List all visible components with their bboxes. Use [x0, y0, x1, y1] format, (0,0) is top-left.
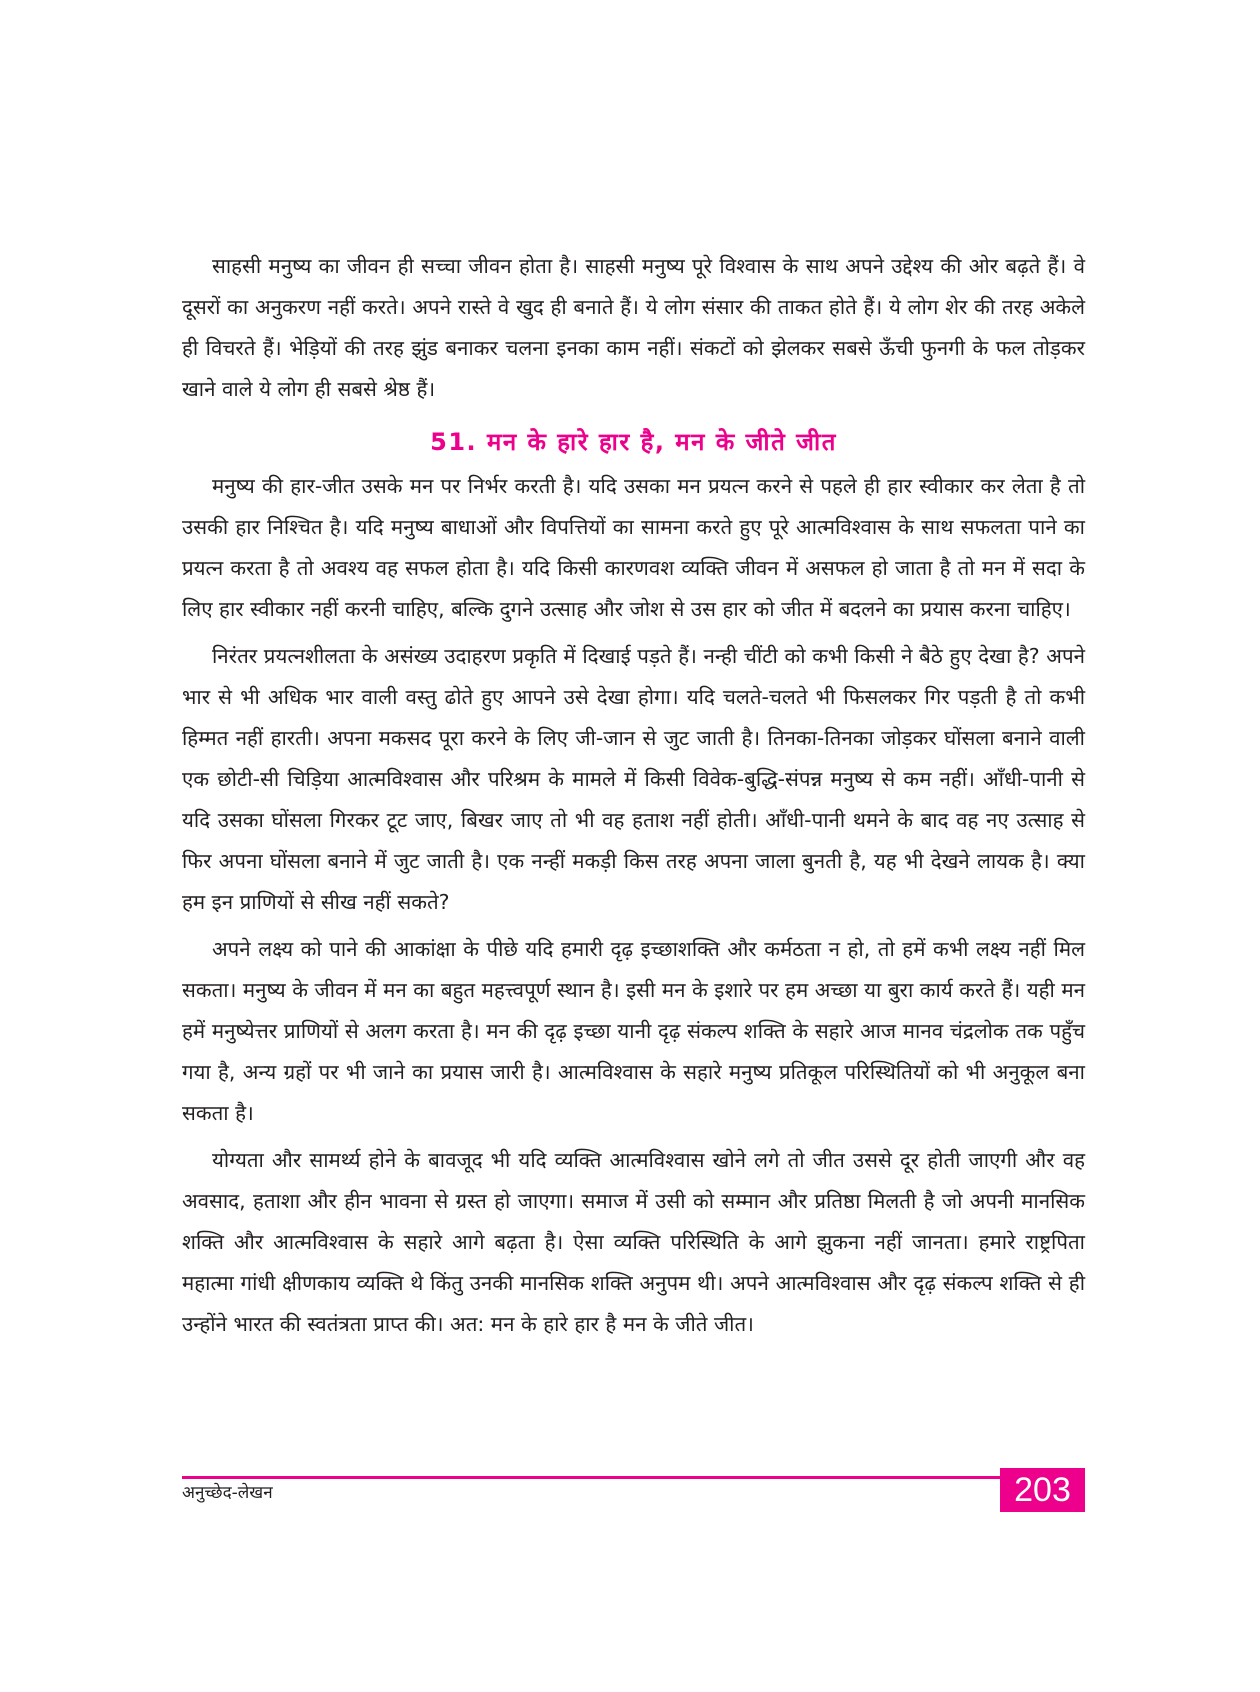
page-content [182, 246, 1085, 1351]
page-number-badge: 203 [1000, 1468, 1085, 1512]
footer-divider [182, 1476, 1085, 1479]
intro-paragraph: साहसी मनुष्य का जीवन ही सच्चा जीवन होता है। साहसी मनुष्य पूरे विश्वास के साथ अपने उद्देश्य की ओर बढ़ते हैं। वे दूसरों का अनुकरण नहीं करते। अपने रास्ते वे खुद ही बनाते हैं। ये लोग संसार की ताकत होते हैं। ये लोग शेर की तरह अकेले ही विचरते हैं। भेड़ियों की तरह झुंड बनाकर चलना इनका काम नहीं। संकटों को झेलकर सबसे ऊँची फुनगी के फल तोड़कर खाने वाले ये लोग ही सबसे श्रेष्ठ हैं। [182, 254, 1085, 401]
section-paragraph-4: योग्यता और सामर्थ्य होने के बावजूद भी यदि व्यक्ति आत्मविश्वास खोने लगे तो जीत उससे दूर होती जाएगी और वह अवसाद, हताशा और हीन भावना से ग्रस्त हो जाएगा। समाज में उसी को सम्मान और प्रतिष्ठा मिलती है जो अपनी मानसिक शक्ति और आत्मविश्वास के सहारे आगे बढ़ता है। ऐसा व्यक्ति परिस्थिति के आगे झुकना नहीं जानता। हमारे राष्ट्रपिता महात्मा गांधी क्षीणकाय व्यक्ति थे किंतु उनकी मानसिक शक्ति अनुपम थी। अपने आत्मविश्वास और दृढ़ संकल्प शक्ति से ही उन्होंने भारत की स्वतंत्रता प्राप्त की। अत: मन के हारे हार है मन के जीते जीत। [182, 1148, 1085, 1336]
section-paragraph-3: अपने लक्ष्य को पाने की आकांक्षा के पीछे यदि हमारी दृढ़ इच्छाशक्ति और कर्मठता न हो, तो हमें कभी लक्ष्य नहीं मिल सकता। मनुष्य के जीवन में मन का बहुत महत्त्वपूर्ण स्थान है। इसी मन के इशारे पर हम अच्छा या बुरा कार्य करते हैं। यही मन हमें मनुष्येत्तर प्राणियों से अलग करता है। मन की दृढ़ इच्छा यानी दृढ़ संकल्प शक्ति के सहारे आज मानव चंद्रलोक तक पहुँच गया है, अन्य ग्रहों पर भी जाने का प्रयास जारी है। आत्मविश्वास के सहारे मनुष्य प्रतिकूल परिस्थितियों को भी अनुकूल बना सकता है। [182, 937, 1085, 1125]
section-paragraph-2: निरंतर प्रयत्नशीलता के असंख्य उदाहरण प्रकृति में दिखाई पड़ते हैं। नन्ही चींटी को कभी किसी ने बैठे हुए देखा है? अपने भार से भी अधिक भार वाली वस्तु ढोते हुए आपने उसे देखा होगा। यदि चलते-चलते भी फिसलकर गिर पड़ती है तो कभी हिम्मत नहीं हारती। अपना मकसद पूरा करने के लिए जी-जान से जुट जाती है। तिनका-तिनका जोड़कर घोंसला बनाने वाली एक छोटी-सी चिड़िया आत्मविश्वास और परिश्रम के मामले में किसी विवेक-बुद्धि-संपन्न मनुष्य से कम नहीं। आँधी-पानी से यदि उसका घोंसला गिरकर टूट जाए, बिखर जाए तो भी वह हताश नहीं होती। आँधी-पानी थमने के बाद वह नए उत्साह से फिर अपना घोंसला बनाने में जुट जाती है। एक नन्हीं मकड़ी किस तरह अपना जाला बुनती है, यह भी देखने लायक है। क्या हम इन प्राणियों से सीख नहीं सकते? [182, 644, 1085, 914]
section-heading: 51. मन के हारे हार है, मन के जीते जीत [430, 428, 837, 456]
section-paragraph-1: मनुष्य की हार-जीत उसके मन पर निर्भर करती है। यदि उसका मन प्रयत्न करने से पहले ही हार स्वीकार कर लेता है तो उसकी हार निश्चित है। यदि मनुष्य बाधाओं और विपत्तियों का सामना करते हुए पूरे आत्मविश्वास के साथ सफलता पाने का प्रयत्न करता है तो अवश्य वह सफल होता है। यदि किसी कारणवश व्यक्ति जीवन में असफल हो जाता है तो मन में सदा के लिए हार स्वीकार नहीं करनी चाहिए, बल्कि दुगने उत्साह और जोश से उस हार को जीत में बदलने का प्रयास करना चाहिए। [182, 474, 1085, 621]
footer-chapter-label: अनुच्छेद-लेखन [182, 1483, 273, 1503]
